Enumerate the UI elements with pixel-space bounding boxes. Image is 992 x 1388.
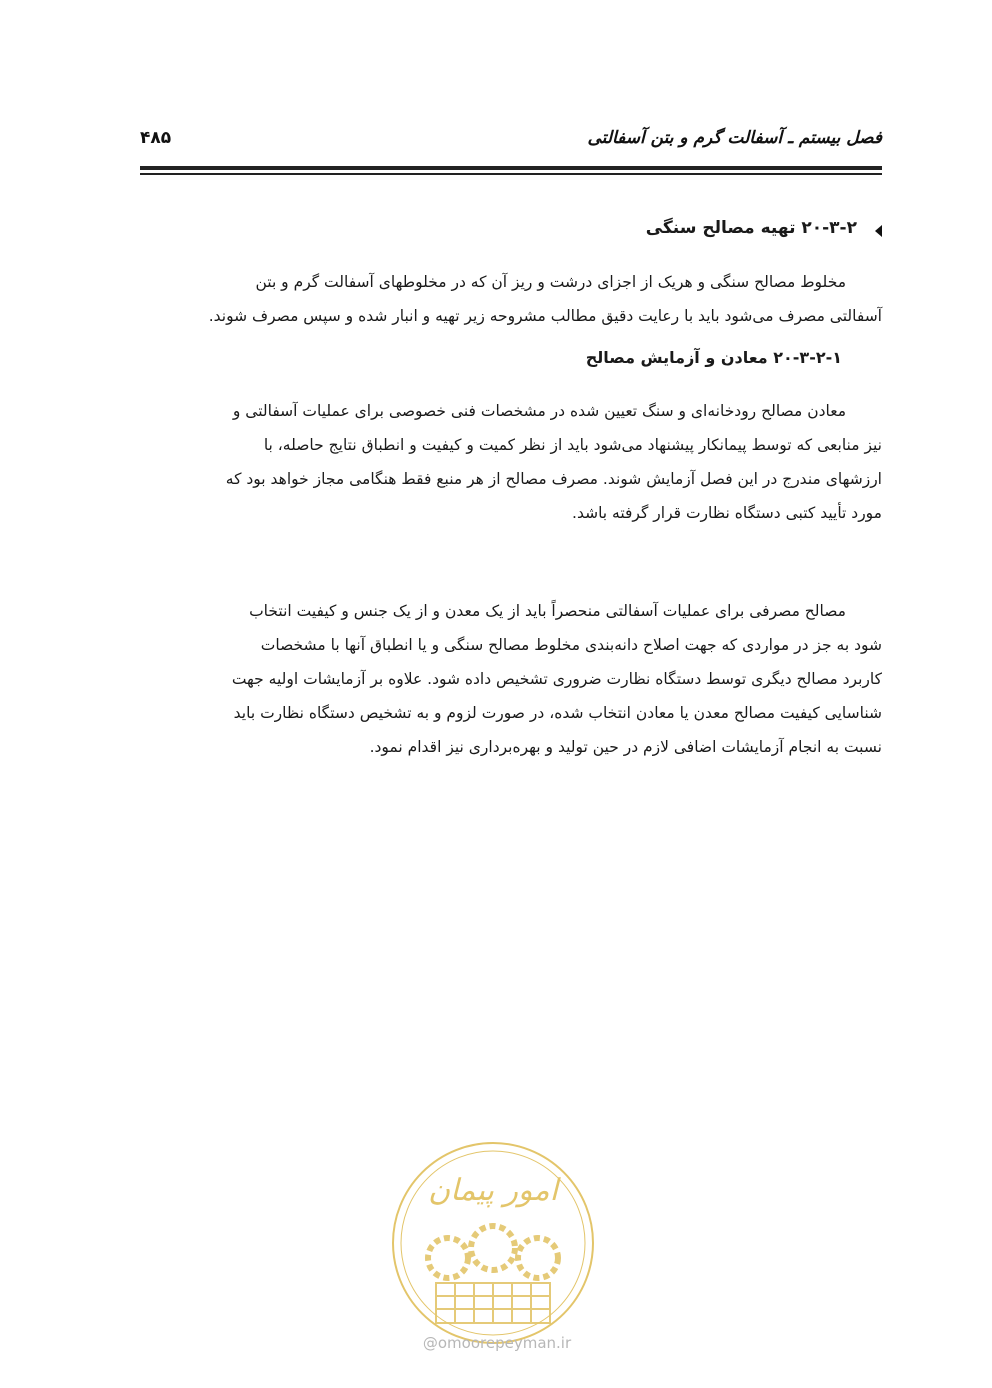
- paragraph-line: کاربرد مصالح دیگری توسط دستگاه نظارت ضروری تشخیص داده شود. علاوه بر آزمایشات اولیه جهت: [231, 670, 882, 688]
- paragraph-line: شناسایی کیفیت مصالح معدن یا معادن انتخاب شده، در صورت لزوم و به تشخیص دستگاه نظارت باید: [233, 704, 882, 722]
- subsection-heading: ۲۰-۳-۲-۱ معادن و آزمایش مصالح: [585, 348, 842, 367]
- paragraph-line: معادن مصالح رودخانه‌ای و سنگ تعیین شده در مشخصات فنی خصوصی برای عملیات آسفالتی و: [232, 402, 846, 420]
- page-header: [140, 128, 882, 158]
- header-rule-thick: [140, 166, 882, 170]
- paragraph-line: ارزشهای مندرج در این فصل آزمایش شوند. مصرف مصالح از هر منبع فقط هنگامی مجاز خواهد بود که: [225, 470, 882, 488]
- section-intro-paragraph: [140, 265, 882, 333]
- paragraph-line: مورد تأیید کتبی دستگاه نظارت قرار گرفته باشد.: [572, 504, 882, 522]
- paragraph-line: نیز منابعی که توسط پیمانکار پیشنهاد می‌شود باید از نظر کمیت و کیفیت و انطباق نتایج حاصله، با: [263, 436, 882, 454]
- page-number: ۴۸۵: [140, 128, 172, 148]
- paragraph-line: مصالح مصرفی برای عملیات آسفالتی منحصراً باید از یک معدن و از یک جنس و کیفیت انتخاب: [249, 602, 846, 620]
- subsection-paragraph-1: [140, 394, 882, 530]
- triangle-bullet-icon: [875, 225, 882, 237]
- paragraph-line: شود به جز در مواردی که جهت اصلاح دانه‌بندی مخلوط مصالح سنگی و یا انطباق آنها با مشخصات: [260, 636, 882, 654]
- chapter-title: فصل بیستم ـ آسفالت گرم و بتن آسفالتی: [587, 128, 882, 148]
- paragraph-line: آسفالتی مصرف می‌شود باید با رعایت دقیق مطالب مشروحه زیر تهیه و انبار شده و سپس مصرف شوند.: [208, 307, 882, 325]
- watermark-logo-icon: [388, 1138, 598, 1348]
- paragraph-line: نسبت به انجام آزمایشات اضافی لازم در حین تولید و بهره‌برداری نیز اقدام نمود.: [369, 738, 882, 756]
- subsection-paragraph-2: [140, 594, 882, 764]
- watermark-logo-text: امور پیمان: [428, 1173, 558, 1208]
- paragraph-line: مخلوط مصالح سنگی و هریک از اجزای درشت و ریز آن که در مخلوطهای آسفالت گرم و بتن: [255, 273, 846, 291]
- section-heading: ۲۰-۳-۲ تهیه مصالح سنگی: [645, 218, 857, 238]
- header-rule-thin: [140, 173, 882, 175]
- watermark-url: @omoorepeyman.ir: [422, 1334, 572, 1352]
